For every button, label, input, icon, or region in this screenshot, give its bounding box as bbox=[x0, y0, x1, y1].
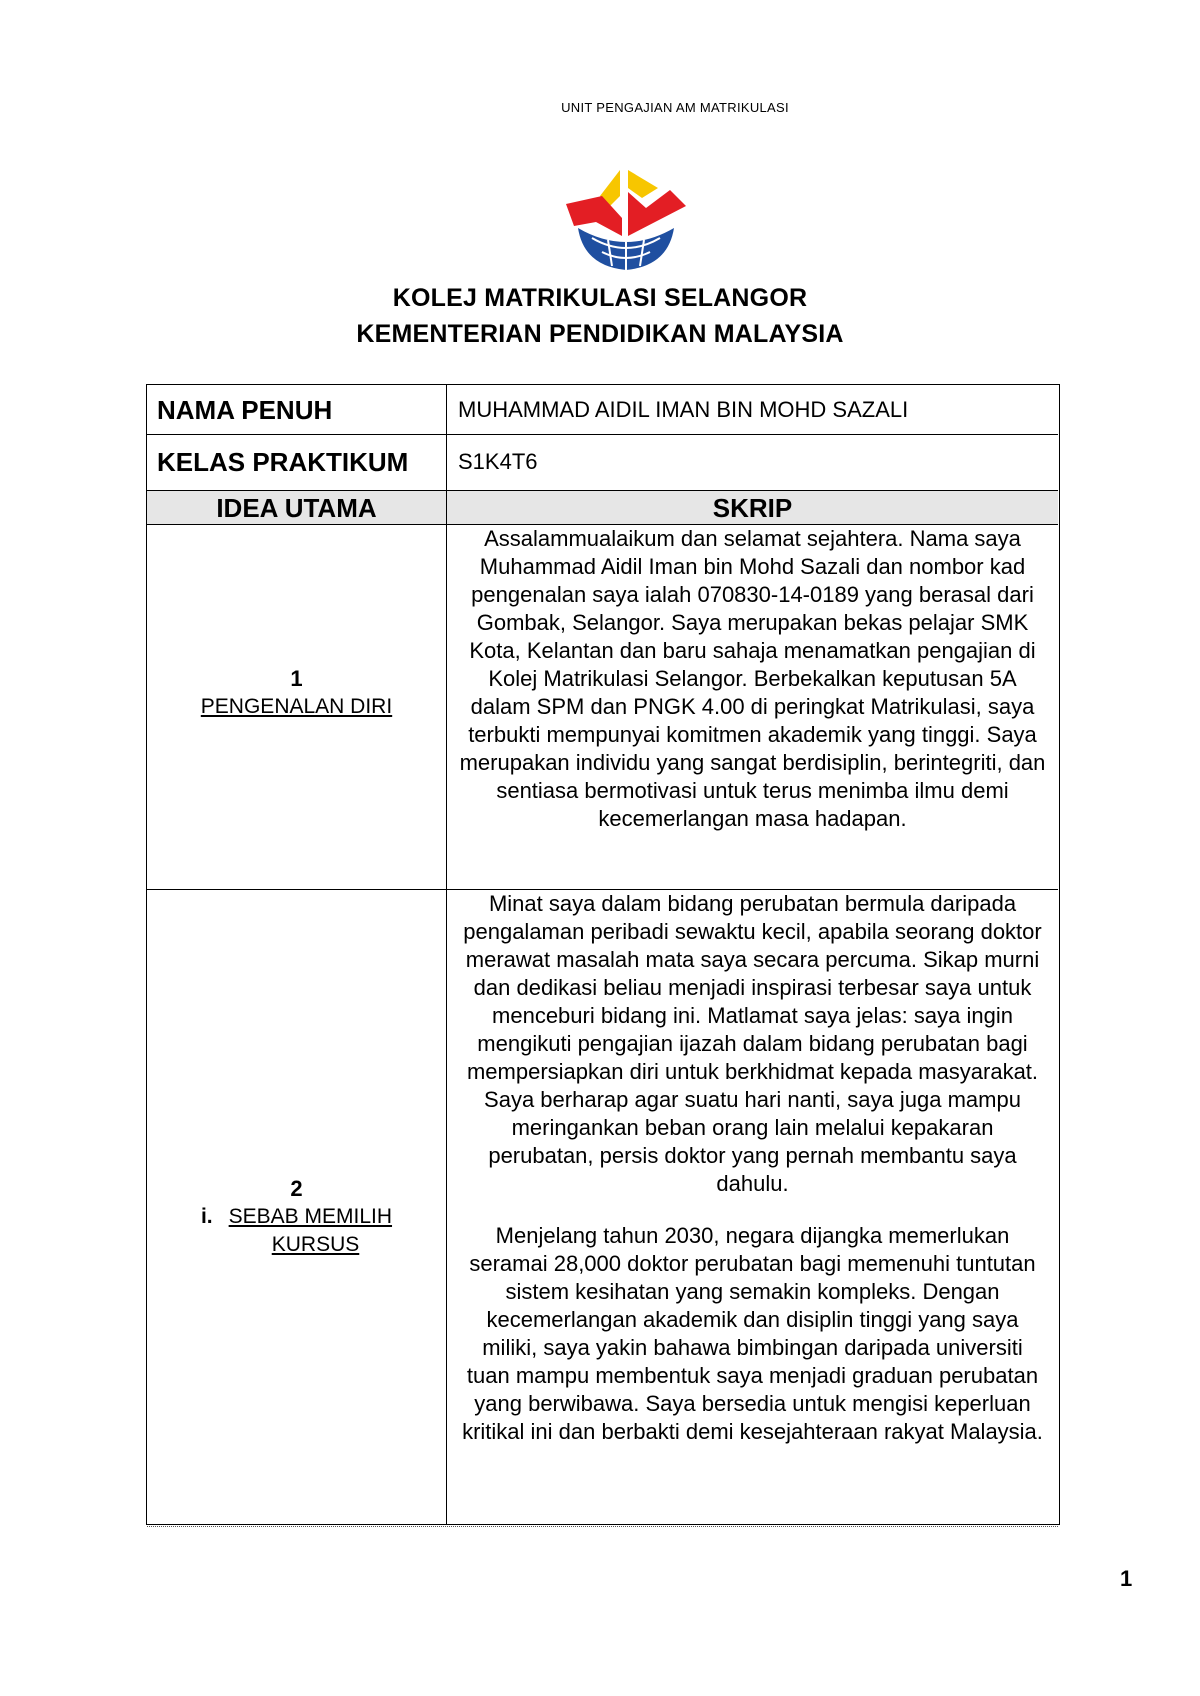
name-row bbox=[147, 385, 1058, 435]
script-header: SKRIP bbox=[712, 493, 793, 523]
logo-red-right bbox=[628, 190, 686, 236]
row-idea-line1: SEBAB MEMILIH bbox=[228, 1205, 393, 1228]
unit-header: UNIT PENGAJIAN AM MATRIKULASI bbox=[561, 100, 789, 115]
row-script: Assalammualaikum dan selamat sejahtera. Nama saya Muhammad Aidil Iman bin Mohd Sazali dan nombor kad pengenalan saya ialah 070830-14-0189 yang berasal dari Gombak, Selangor. Saya merupakan bekas pelajar SMK Kota, Kelantan dan baru sahaja menamatkan pengajian di Kolej Matrikulasi Selangor. Berbekalkan keputusan 5A dalam SPM dan PNGK 4.00 di peringkat Matrikulasi, saya terbukti mempunyai komitmen akademik yang tinggi. Saya merupakan individu yang sangat berdisiplin, berintegriti, dan sentiasa bermotivasi untuk terus menimba ilmu demi kecemerlangan masa hadapan. bbox=[459, 526, 1046, 831]
table-continuation-line bbox=[147, 1526, 1058, 1527]
class-value: S1K4T6 bbox=[458, 449, 538, 474]
roman-numeral: i. bbox=[200, 1205, 213, 1228]
name-label: NAMA PENUH bbox=[157, 395, 333, 425]
table-row bbox=[147, 890, 1058, 1524]
name-value: MUHAMMAD AIDIL IMAN BIN MOHD SAZALI bbox=[458, 397, 909, 422]
college-logo bbox=[562, 166, 690, 276]
college-title: KOLEJ MATRIKULASI SELANGOR bbox=[392, 284, 808, 312]
ministry-title: KEMENTERIAN PENDIDIKAN MALAYSIA bbox=[356, 320, 844, 348]
row-script-paragraph-1: Minat saya dalam bidang perubatan bermula daripada pengalaman peribadi sewaktu kecil, apabila seorang doktor merawat masalah mata saya secara percuma. Sikap murni dan dedikasi beliau menjadi inspirasi terbesar saya untuk menceburi bidang ini. Matlamat saya jelas: saya ingin mengikuti pengajian ijazah dalam bidang perubatan bagi mempersiapkan diri untuk berkhidmat kepada masyarakat. Saya berharap agar suatu hari nanti, saya juga mampu meringankan beban orang lain melalui kepakaran perubatan, persis doktor yang pernah membantu saya dahulu. bbox=[463, 891, 1042, 1196]
script-table bbox=[146, 384, 1060, 1525]
idea-header: IDEA UTAMA bbox=[216, 493, 377, 523]
class-row bbox=[147, 435, 1058, 491]
row-script-paragraph-2: Menjelang tahun 2030, negara dijangka memerlukan seramai 28,000 doktor perubatan bagi memenuhi tuntutan sistem kesihatan yang semakin kompleks. Dengan kecemerlangan akademik dan disiplin tinggi yang saya miliki, saya yakin bahawa bimbingan daripada universiti tuan mampu membentuk saya menjadi graduan perubatan yang berwibawa. Saya bersedia untuk mengisi keperluan kritikal ini dan berbakti demi kesejahteraan rakyat Malaysia. bbox=[462, 1223, 1043, 1444]
row-number: 1 bbox=[290, 666, 303, 691]
row-idea-line2: KURSUS bbox=[271, 1233, 360, 1256]
table-header-row bbox=[147, 491, 1058, 525]
class-label: KELAS PRAKTIKUM bbox=[157, 447, 409, 477]
row-number: 2 bbox=[290, 1176, 303, 1201]
logo-globe bbox=[578, 228, 674, 270]
page-number: 1 bbox=[1120, 1566, 1133, 1591]
logo-yellow-right bbox=[628, 170, 658, 198]
table-row bbox=[147, 525, 1058, 890]
row-idea: PENGENALAN DIRI bbox=[200, 695, 393, 718]
